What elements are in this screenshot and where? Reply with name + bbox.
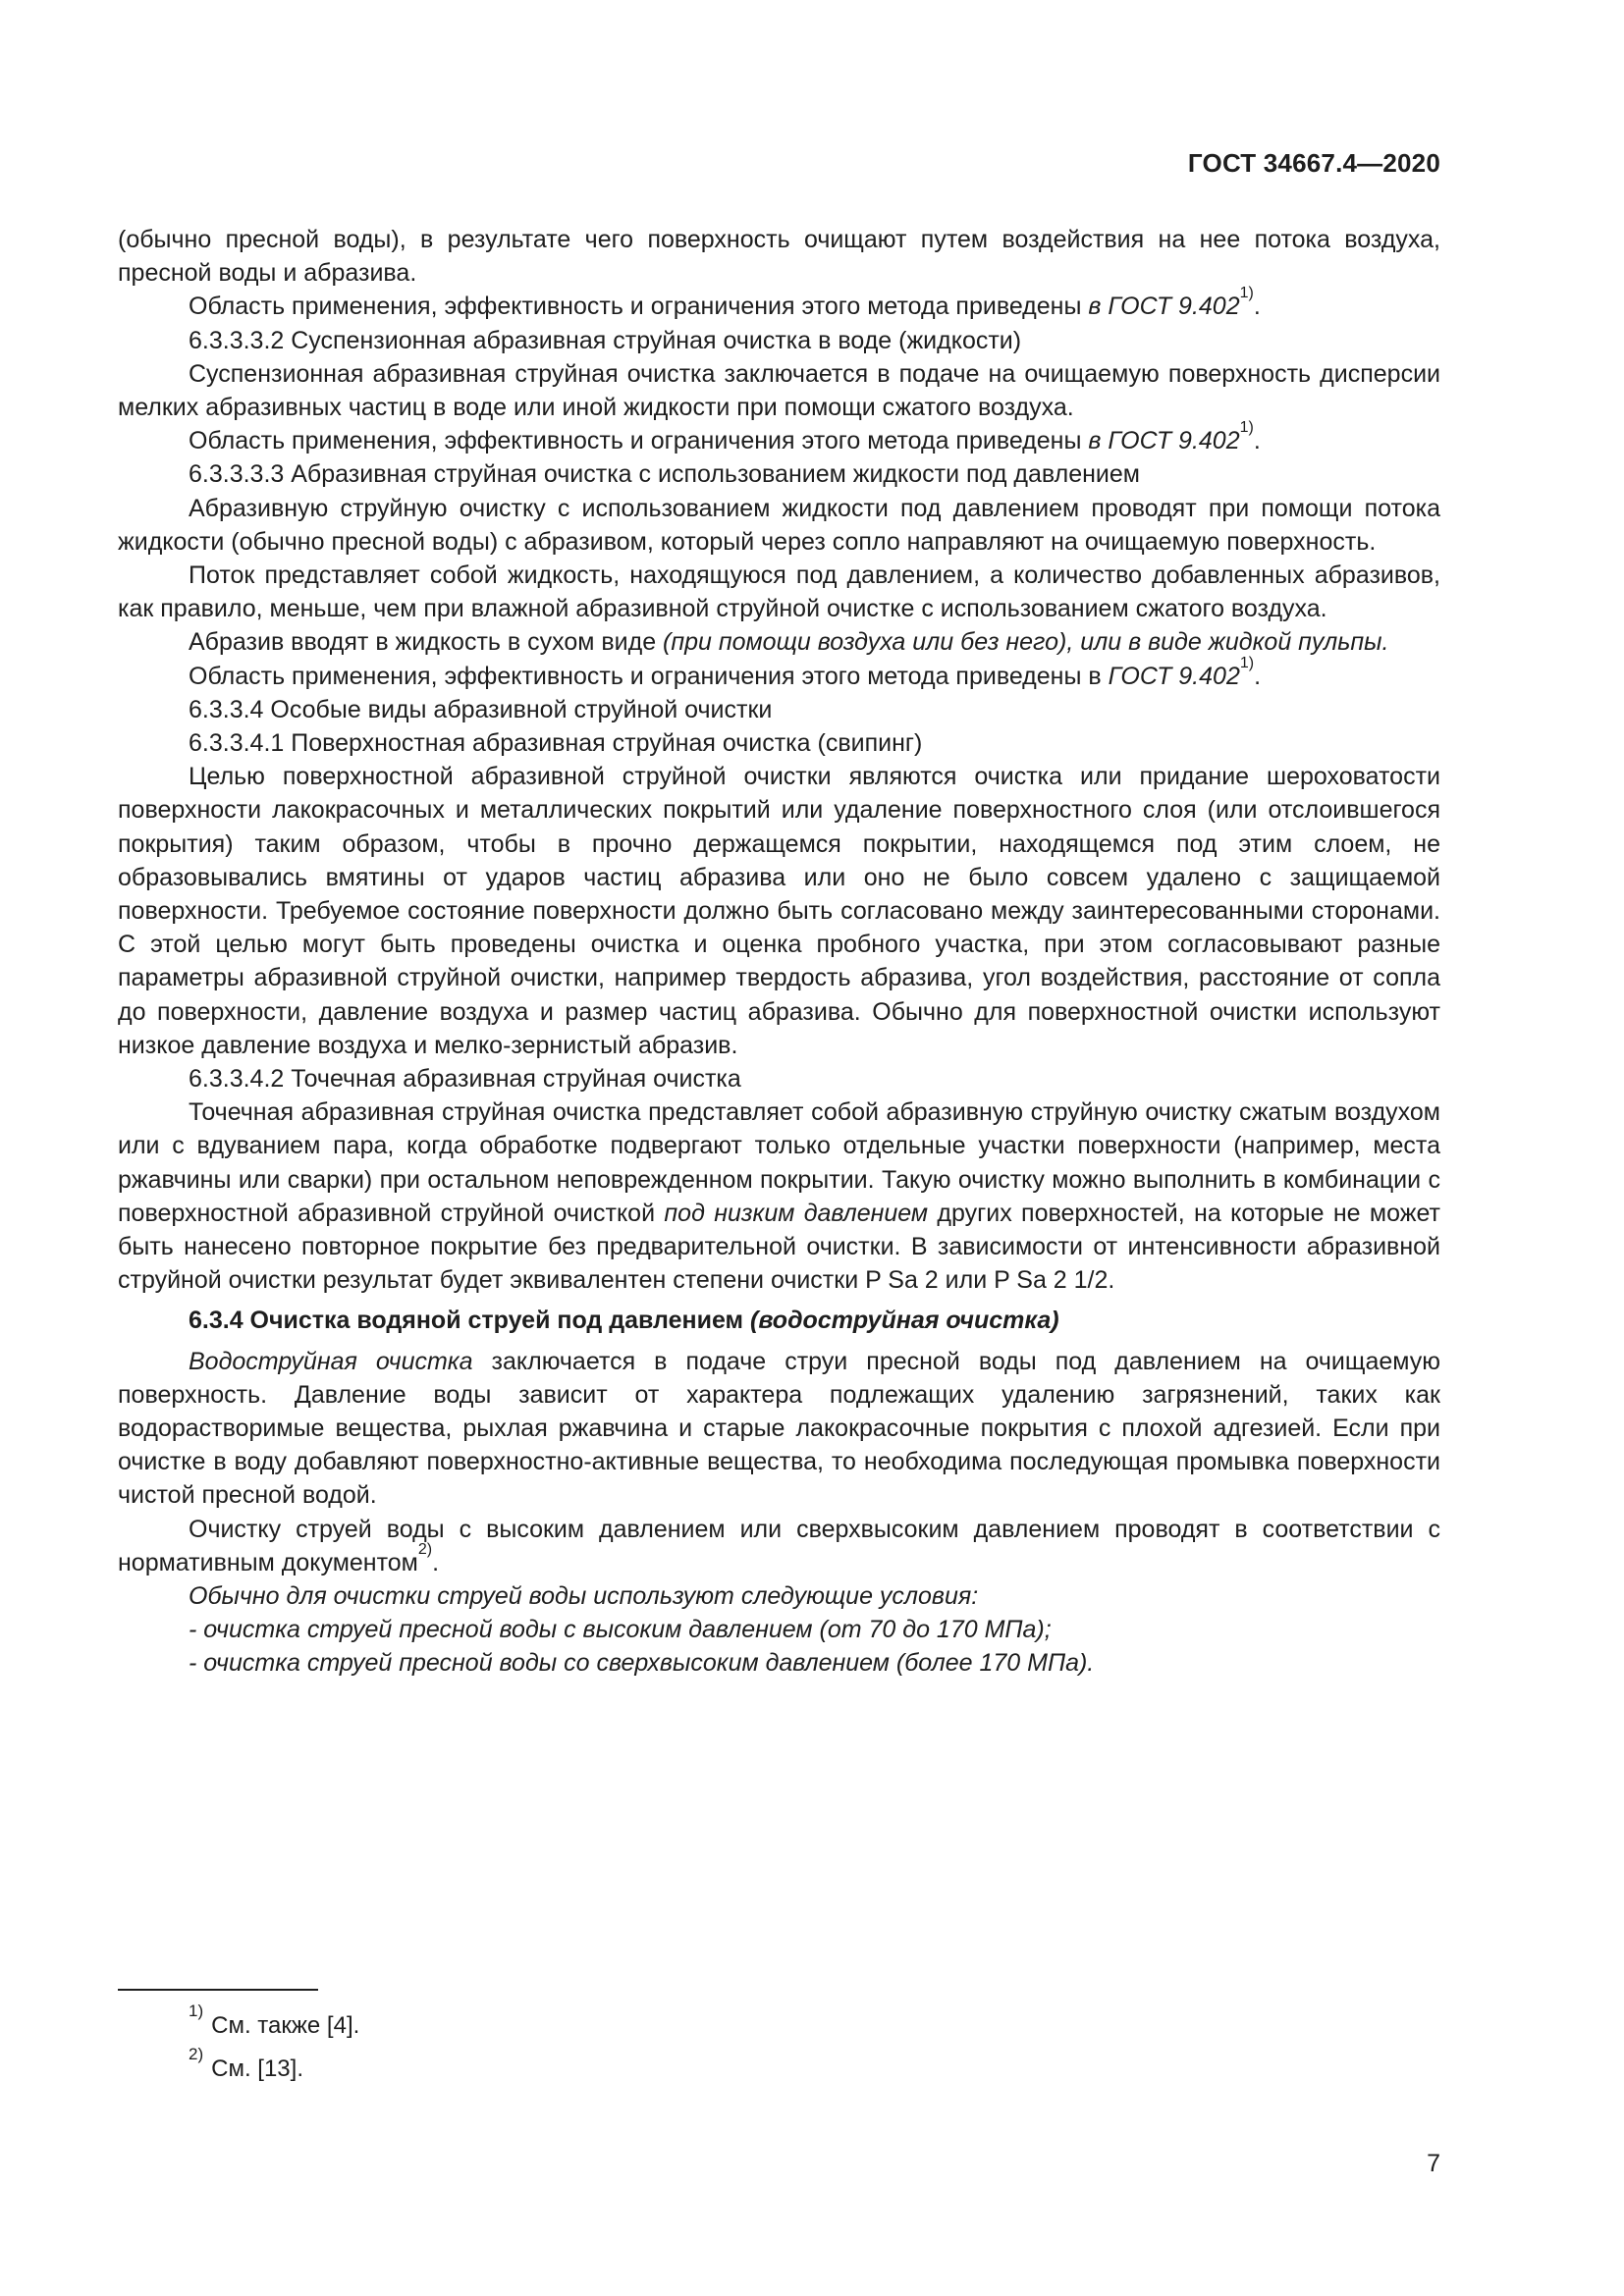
document-code-header: ГОСТ 34667.4—2020 xyxy=(1187,148,1440,178)
paragraph: Область применения, эффективность и ограничения этого метода приведены в ГОСТ 9.402$^{1)}$. xyxy=(189,285,1261,321)
paragraph: (обычно пресной воды), в результате чего поверхность очищают путем воздействия на нее потока воздуха, пресной воды и абразива. xyxy=(118,226,1440,288)
clause-heading: 6.3.3.4 Особые виды абразивной струйной очистки xyxy=(189,695,773,723)
paragraph: Область применения, эффективность и ограничения этого метода приведены в ГОСТ 9.402$^{1)}$. xyxy=(189,654,1262,690)
clause-heading: 6.3.3.3.3 Абразивная струйная очистка с использованием жидкости под давлением xyxy=(189,460,1140,489)
paragraph: Точечная абразивная струйная очистка представляет собой абразивную струйную очистку сжатым воздухом или с вдуванием пара, когда обработке подвергают только отдельные участки поверхности (например, места ржавчины или сварки) при остальном неповрежденном покрытии. Такую очистку можно выполнить в комбинации с поверхностной абразивной струйной очисткой под низким давлением других поверхностей, на которые не может быть нанесено повторное покрытие без предварительной очистки. В зависимости от интенсивности абразивной струйной очистки результат будет эквивалентен степени очистки P Sa 2 или P Sa 2 1/2. xyxy=(118,1098,1440,1295)
clause-heading: 6.3.3.4.1 Поверхностная абразивная струйная очистка (свипинг) xyxy=(189,729,923,758)
paragraph: Поток представляет собой жидкость, находящуюся под давлением, а количество добавленных абразивов, как правило, меньше, чем при влажной абразивной струйной очистке с использованием сжатого воздуха. xyxy=(118,561,1440,623)
clause-heading: 6.3.3.4.2 Точечная абразивная струйная очистка xyxy=(189,1065,741,1094)
paragraph: Очистку струей воды с высоким давлением или сверхвысоким давлением проводят в соответствии с нормативным документом$^{2)}$. xyxy=(118,1515,1440,1576)
paragraph: Водоструйная очистка заключается в подаче струи пресной воды под давлением на очищаемую поверхность. Давление воды зависит от характера подлежащих удалению загрязнений, таких как водорастворимые вещества, рыхлая ржавчина и старые лакокрасочные покрытия с плохой адгезией. Если при очистке в воду добавляют поверхностно-активные вещества, то необходима последующая промывка поверхности чистой пресной водой. xyxy=(118,1347,1440,1510)
paragraph: Суспензионная абразивная струйная очистка заключается в подаче на очищаемую поверхность дисперсии мелких абразивных частиц в воде или иной жидкости при помощи сжатого воздуха. xyxy=(118,359,1440,422)
paragraph: Целью поверхностной абразивной струйной очистки являются очистка или придание шероховатости поверхности лакокрасочных и металлических покрытий или удаление поверхностного слоя (или отслоившегося покрытия) таким образом, чтобы в прочно держащемся покрытии, находящемся под этим слоем, не образовывались вмятины от ударов частиц абразива или оно не было совсем удалено с защищаемой поверхности. Требуемое состояние поверхности должно быть согласовано между заинтересованными сторонами. С этой целью могут быть проведены очистка и оценка пробного участка, при этом согласовывают разные параметры абразивной струйной очистки, например твердость абразива, угол воздействия, расстояние от сопла до поверхности, давление воздуха и размер частиц абразива. Обычно для поверхностной очистки используют низкое давление воздуха и мелко-зернистый абразив. xyxy=(118,763,1440,1059)
clause-heading: 6.3.3.3.2 Суспензионная абразивная струйная очистка в воде (жидкости) xyxy=(189,326,1022,354)
footnote-separator xyxy=(118,1989,318,1991)
list-item: - очистка струей пресной воды со сверхвысоким давлением (более 170 МПа). xyxy=(189,1649,1095,1678)
list-item: - очистка струей пресной воды с высоким давлением (от 70 до 170 МПа); xyxy=(189,1616,1052,1644)
footnote: $^{1)}$См. также [4]. xyxy=(189,2002,360,2039)
paragraph: Обычно для очистки струей воды используют следующие условия: xyxy=(189,1581,979,1610)
paragraph: Область применения, эффективность и ограничения этого метода приведены в ГОСТ 9.402$^{1)}$. xyxy=(189,419,1261,455)
section-heading: 6.3.4 Очистка водяной струей под давлением (водоструйная очистка) xyxy=(189,1306,1059,1334)
footnotes xyxy=(189,2004,359,2091)
document-body xyxy=(118,223,1440,1681)
paragraph: Абразивную струйную очистку с использованием жидкости под давлением проводят при помощи потока жидкости (обычно пресной воды) с абразивом, который через сопло направляют на очищаемую поверхность. xyxy=(118,494,1440,556)
paragraph: Абразив вводят в жидкость в сухом виде (при помощи воздуха или без него), или в виде жидкой пульпы. xyxy=(189,628,1389,657)
footnote: $^{2)}$См. [13]. xyxy=(189,2045,303,2082)
page-number: 7 xyxy=(1427,2150,1440,2177)
